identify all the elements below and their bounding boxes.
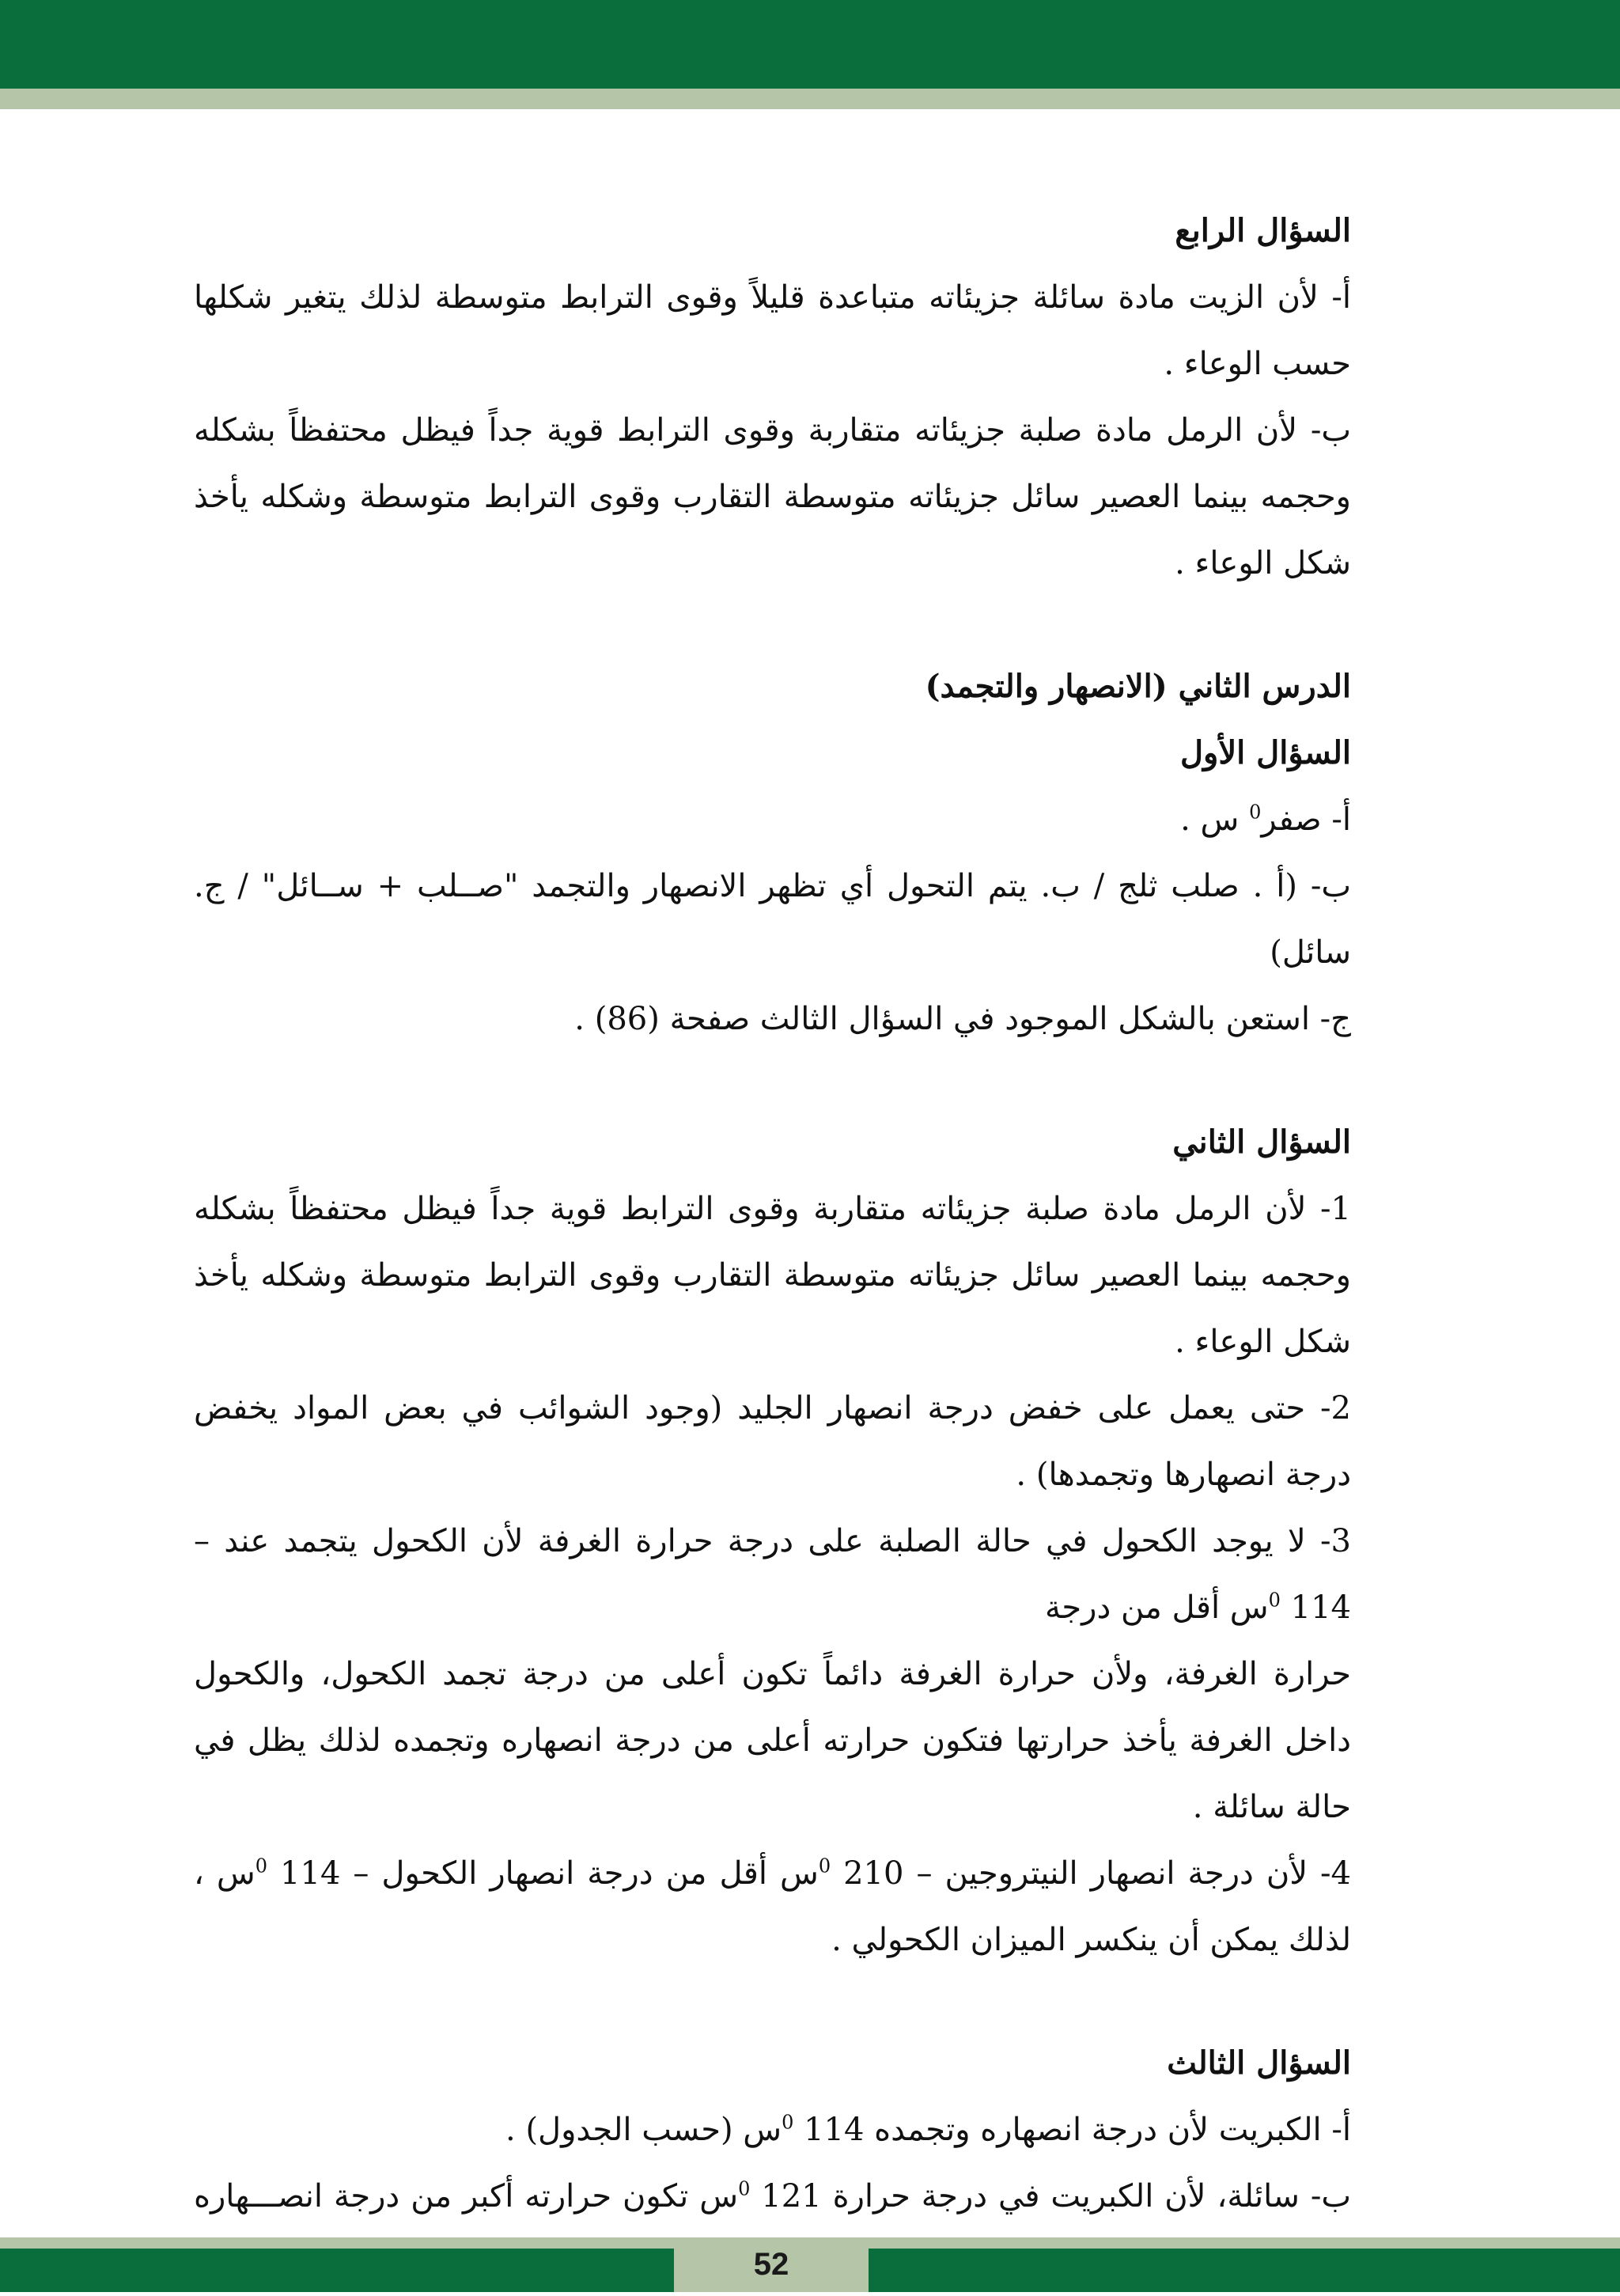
answer-paragraph: ب- لأن الرمل مادة صلبة جزيئاته متقاربة وقوى الترابط قوية جداً فيظل محتفظاً بشكله وحجمه بينما العصير سائل جزيئاته متوسطة التقارب وقوى الترابط متوسطة وشكله يأخذ شكل الوعاء .: [194, 412, 1351, 582]
answer-paragraph: ج- استعن بالشكل الموجود في السؤال الثالث صفحة (86) .: [574, 1001, 1351, 1037]
answer-paragraph: 1- لأن الرمل مادة صلبة جزيئاته متقاربة وقوى الترابط قوية جداً فيظل محتفظاً بشكله وحجمه بينما العصير سائل جزيئاته متوسطة التقارب وقوى الترابط متوسطة وشكله يأخذ شكل الوعاء .: [194, 1191, 1351, 1360]
answer-paragraph: 2- حتى يعمل على خفض درجة انصهار الجليد (وجود الشوائب في بعض المواد يخفض درجة انصهارها وتجمدها) .: [194, 1390, 1351, 1493]
section-heading: السؤال الثاني: [1172, 1123, 1351, 1161]
footer-sage-stripe: [869, 2237, 1620, 2249]
answer-paragraph: حرارة الغرفة، ولأن حرارة الغرفة دائماً تكون أعلى من درجة تجمد الكحول، والكحول داخل الغرفة يأخذ حرارتها فتكون حرارته أعلى من درجة انصهاره وتجمده لذلك يظل في حالة سائلة .: [194, 1656, 1351, 1825]
answer-paragraph: أ- الكبريت لأن درجة انصهاره وتجمده 114 $^0$س (حسب الجدول) .: [505, 2111, 1351, 2148]
lesson-title: الدرس الثاني (الانصهار والتجمد): [925, 668, 1351, 705]
section-heading: السؤال الرابع: [1175, 212, 1351, 249]
footer-green-band: [869, 2249, 1620, 2292]
answer-paragraph: أ- لأن الزيت مادة سائلة جزيئاته متباعدة قليلاً وقوى الترابط متوسطة لذلك يتغير شكلها حسب الوعاء .: [194, 279, 1351, 382]
spacer: [194, 1973, 1351, 2030]
answer-paragraph: ب- سائلة، لأن الكبريت في درجة حرارة 121 $^0$س تكون حرارته أكبر من درجة انصـــهاره: [194, 2177, 1351, 2215]
answer-paragraph: 3- لا يوجد الكحول في حالة الصلبة على درجة حرارة الغرفة لأن الكحول يتجمد عند – 114 $^0$س أقل من درجة: [194, 1523, 1351, 1626]
answer-content: [194, 198, 1351, 2296]
page-number: 52: [674, 2237, 869, 2292]
spacer: [194, 597, 1351, 654]
section-heading: السؤال الأول: [1179, 734, 1351, 771]
answer-paragraph: أ- صفر$^0$ س .: [1180, 801, 1351, 838]
spacer: [194, 1052, 1351, 1109]
answer-paragraph: ب- (أ . صلب ثلج / ب. يتم التحول أي تظهر الانصهار والتجمد "صــلب + ســائل" / ج. سائل): [194, 868, 1352, 971]
answer-paragraph: 4- لأن درجة انصهار النيتروجين – 210 $^0$س أقل من درجة انصهار الكحول – 114 $^0$س ، لذلك يمكن أن ينكسر الميزان الكحولي .: [194, 1855, 1351, 1958]
header-sage-stripe: [0, 89, 1620, 109]
section-heading: السؤال الثالث: [1167, 2044, 1351, 2082]
footer-green-band: [0, 2249, 674, 2292]
header-green-band: [0, 0, 1620, 89]
footer-sage-stripe: [0, 2237, 674, 2249]
